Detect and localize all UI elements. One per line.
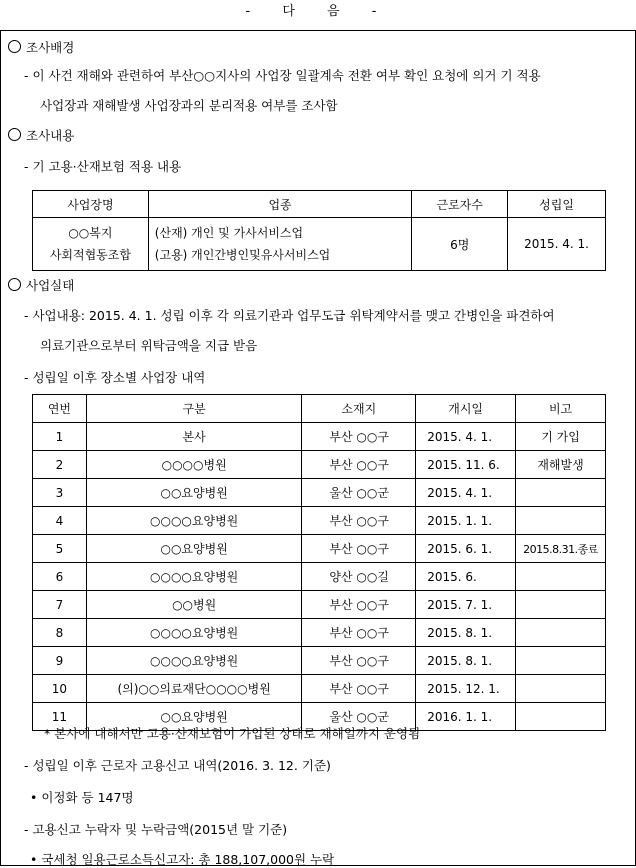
header-cell: 성립일 bbox=[508, 191, 606, 218]
header-cell: 연번 bbox=[33, 395, 87, 423]
text-line: - 사업내용: 2015. 4. 1. 성립 이후 각 의료기관과 업무도급 위탁계약서를 맺고 간병인을 파견하여 bbox=[24, 308, 555, 323]
text-line: 의료기관으로부터 위탁금액을 지급 받음 bbox=[40, 338, 258, 353]
section-title: 조사배경 bbox=[26, 40, 75, 55]
text-line: - 이 사건 재해와 관련하여 부산○○지사의 사업장 일괄계속 전환 여부 확인 요청에 의거 기 적용 bbox=[24, 68, 541, 83]
site-note bbox=[516, 563, 606, 591]
text-line: - 성립일 이후 근로자 고용신고 내역(2016. 3. 12. 기준) bbox=[24, 758, 331, 773]
row-number: 4 bbox=[33, 507, 87, 535]
header-cell: 개시일 bbox=[416, 395, 516, 423]
site-location: 양산 ○○길 bbox=[302, 563, 416, 591]
row-number: 3 bbox=[33, 479, 87, 507]
row-number: 1 bbox=[33, 423, 87, 451]
header-cell: 구분 bbox=[86, 395, 302, 423]
site-type: ○○요양병원 bbox=[86, 535, 302, 563]
business-name: ○○복지 bbox=[68, 226, 113, 240]
site-location: 부산 ○○구 bbox=[302, 507, 416, 535]
section-background bbox=[8, 38, 74, 56]
site-location: 부산 ○○구 bbox=[302, 591, 416, 619]
table-row bbox=[33, 647, 606, 675]
start-date: 2015. 8. 1. bbox=[416, 619, 516, 647]
text-line: • 이정화 등 147명 bbox=[30, 790, 134, 805]
start-date: 2015. 11. 6. bbox=[416, 451, 516, 479]
row-number: 2 bbox=[33, 451, 87, 479]
site-location: 부산 ○○구 bbox=[302, 535, 416, 563]
table-row bbox=[33, 535, 606, 563]
site-location: 부산 ○○구 bbox=[302, 423, 416, 451]
header-cell: 업종 bbox=[148, 191, 411, 218]
site-note bbox=[516, 479, 606, 507]
site-note bbox=[516, 675, 606, 703]
start-date: 2015. 4. 1. bbox=[416, 479, 516, 507]
site-note: 재해발생 bbox=[516, 451, 606, 479]
document-title: - 다 음 - bbox=[245, 4, 391, 19]
site-location: 부산 ○○구 bbox=[302, 451, 416, 479]
table-row bbox=[33, 563, 606, 591]
header-cell: 사업장명 bbox=[33, 191, 149, 218]
site-note: 기 가입 bbox=[516, 423, 606, 451]
established-date: 2015. 4. 1. bbox=[508, 218, 606, 271]
section-content bbox=[8, 126, 74, 144]
table-row bbox=[33, 591, 606, 619]
start-date: 2015. 4. 1. bbox=[416, 423, 516, 451]
row-number: 10 bbox=[33, 675, 87, 703]
row-number: 11 bbox=[33, 703, 87, 731]
industry-line: (고용) 개인간병인및유사서비스업 bbox=[154, 248, 331, 262]
site-table bbox=[32, 394, 606, 731]
table-row bbox=[33, 451, 606, 479]
insurance-table bbox=[32, 190, 606, 271]
site-type: ○○요양병원 bbox=[86, 479, 302, 507]
business-name-cell bbox=[33, 218, 149, 271]
site-type: ○○병원 bbox=[86, 591, 302, 619]
table-row bbox=[33, 218, 606, 271]
start-date: 2015. 6. bbox=[416, 563, 516, 591]
site-note bbox=[516, 507, 606, 535]
header-cell: 근로자수 bbox=[412, 191, 508, 218]
start-date: 2015. 1. 1. bbox=[416, 507, 516, 535]
site-type: ○○○○병원 bbox=[86, 451, 302, 479]
table-row bbox=[33, 619, 606, 647]
site-type: (의)○○의료재단○○○○병원 bbox=[86, 675, 302, 703]
circle-bullet-icon bbox=[8, 128, 21, 141]
text-line: • 국세청 일용근로소득신고자: 총 188,107,000원 누락 bbox=[30, 852, 335, 867]
section-business bbox=[8, 276, 74, 294]
industry-cell bbox=[148, 218, 411, 271]
section-title: 사업실태 bbox=[26, 278, 75, 293]
text-line: 사업장과 재해발생 사업장과의 분리적용 여부를 조사함 bbox=[40, 98, 338, 113]
site-location: 울산 ○○군 bbox=[302, 703, 416, 731]
site-note bbox=[516, 703, 606, 731]
worker-count: 6명 bbox=[412, 218, 508, 271]
table-header-row bbox=[33, 395, 606, 423]
row-number: 8 bbox=[33, 619, 87, 647]
text-line: - 성립일 이후 장소별 사업장 내역 bbox=[24, 370, 206, 385]
table-row bbox=[33, 479, 606, 507]
row-number: 5 bbox=[33, 535, 87, 563]
site-note bbox=[516, 591, 606, 619]
site-location: 울산 ○○군 bbox=[302, 479, 416, 507]
business-name: 사회적협동조합 bbox=[49, 248, 131, 262]
site-type: ○○요양병원 bbox=[86, 703, 302, 731]
site-note: 2015.8.31.종료 bbox=[516, 535, 606, 563]
site-location: 부산 ○○구 bbox=[302, 619, 416, 647]
site-type: 본사 bbox=[86, 423, 302, 451]
site-type: ○○○○요양병원 bbox=[86, 647, 302, 675]
row-number: 6 bbox=[33, 563, 87, 591]
text-line: - 기 고용·산재보험 적용 내용 bbox=[24, 159, 182, 174]
start-date: 2015. 6. 1. bbox=[416, 535, 516, 563]
site-location: 부산 ○○구 bbox=[302, 647, 416, 675]
site-note bbox=[516, 619, 606, 647]
footnote: * 본사에 대해서만 고용·산재보험이 가입된 상태로 재해일까지 운영됨 bbox=[44, 726, 421, 741]
start-date: 2015. 8. 1. bbox=[416, 647, 516, 675]
header-cell: 소재지 bbox=[302, 395, 416, 423]
site-type: ○○○○요양병원 bbox=[86, 507, 302, 535]
text-line: - 고용신고 누락자 및 누락금액(2015년 말 기준) bbox=[24, 822, 288, 837]
header-cell: 비고 bbox=[516, 395, 606, 423]
table-row bbox=[33, 423, 606, 451]
row-number: 9 bbox=[33, 647, 87, 675]
circle-bullet-icon bbox=[8, 40, 21, 53]
table-row bbox=[33, 507, 606, 535]
start-date: 2015. 7. 1. bbox=[416, 591, 516, 619]
start-date: 2016. 1. 1. bbox=[416, 703, 516, 731]
row-number: 7 bbox=[33, 591, 87, 619]
section-title: 조사내용 bbox=[26, 128, 75, 143]
site-type: ○○○○요양병원 bbox=[86, 619, 302, 647]
start-date: 2015. 12. 1. bbox=[416, 675, 516, 703]
circle-bullet-icon bbox=[8, 278, 21, 291]
site-note bbox=[516, 647, 606, 675]
industry-line: (산재) 개인 및 가사서비스업 bbox=[154, 226, 304, 240]
site-location: 부산 ○○구 bbox=[302, 675, 416, 703]
table-header-row bbox=[33, 191, 606, 218]
site-type: ○○○○요양병원 bbox=[86, 563, 302, 591]
table-row bbox=[33, 675, 606, 703]
